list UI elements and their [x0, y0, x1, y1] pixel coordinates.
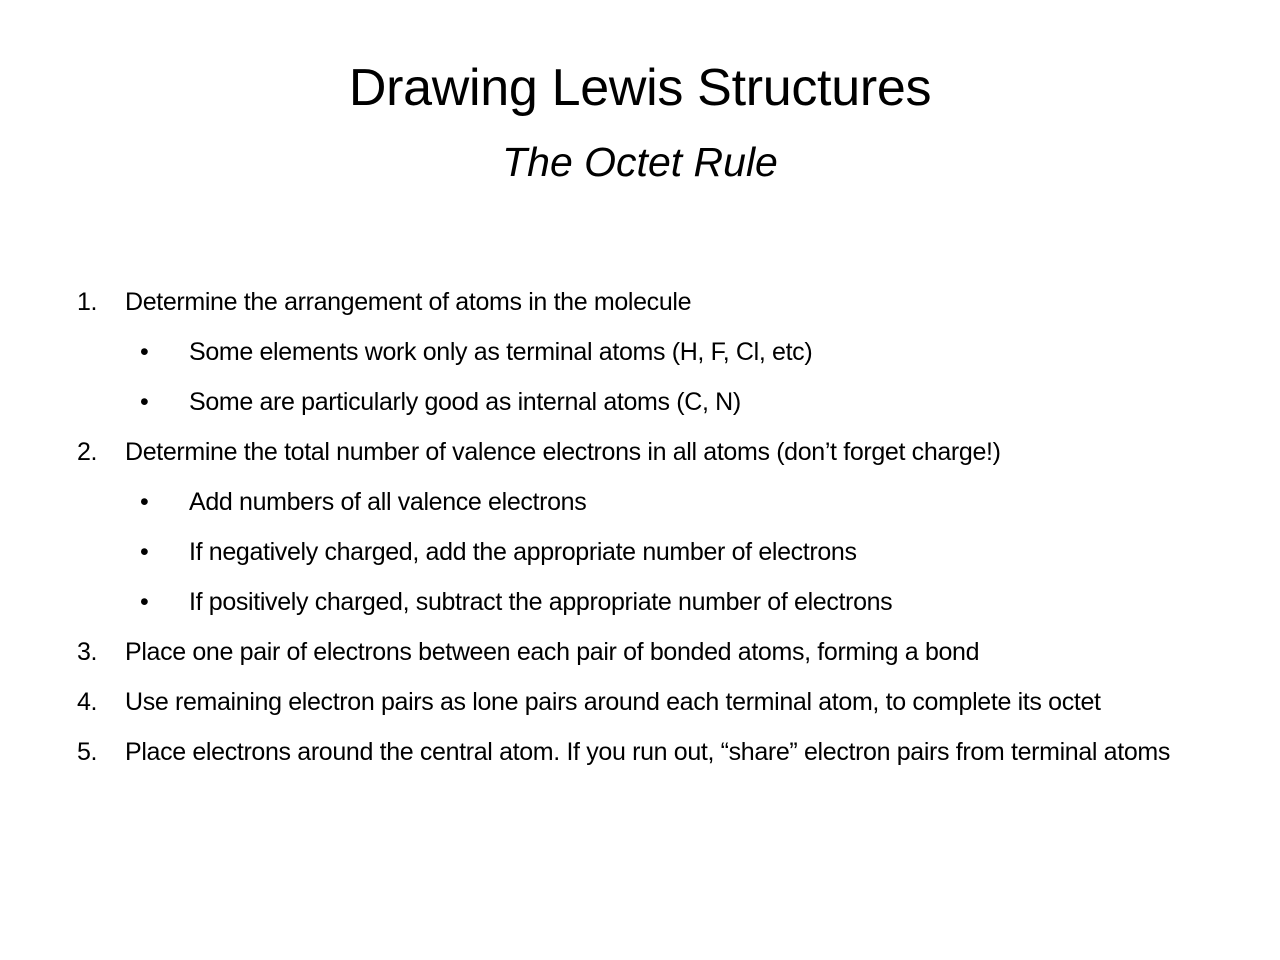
step-item — [0, 283, 1280, 321]
sub-bullet-item — [0, 483, 1280, 521]
step-number: 2. — [77, 438, 98, 466]
sub-bullet-item — [0, 333, 1280, 371]
step-text: Use remaining electron pairs as lone pairs around each terminal atom, to complete its octet — [125, 688, 1101, 716]
step-text: Determine the total number of valence electrons in all atoms (don’t forget charge!) — [125, 438, 1001, 466]
sub-bullet-text: Some are particularly good as internal atoms (C, N) — [189, 388, 741, 416]
step-number: 1. — [77, 288, 98, 316]
sub-bullet-item — [0, 533, 1280, 571]
step-item — [0, 633, 1280, 671]
step-item — [0, 733, 1280, 771]
step-text: Place one pair of electrons between each pair of bonded atoms, forming a bond — [125, 638, 980, 666]
sub-bullet-item — [0, 383, 1280, 421]
bullet-icon: • — [140, 388, 149, 416]
bullet-icon: • — [140, 338, 149, 366]
bullet-icon: • — [140, 488, 149, 516]
steps-list — [0, 283, 1280, 783]
step-text: Place electrons around the central atom. If you run out, “share” electron pairs from terminal atoms — [125, 738, 1171, 766]
sub-bullet-text: If positively charged, subtract the appropriate number of electrons — [189, 588, 893, 616]
bullet-icon: • — [140, 588, 149, 616]
sub-bullet-text: Some elements work only as terminal atoms (H, F, Cl, etc) — [189, 338, 813, 366]
step-number: 3. — [77, 638, 98, 666]
slide-subtitle: The Octet Rule — [502, 139, 778, 185]
step-number: 5. — [77, 738, 98, 766]
step-item — [0, 683, 1280, 721]
step-text: Determine the arrangement of atoms in the molecule — [125, 288, 692, 316]
step-number: 4. — [77, 688, 98, 716]
bullet-icon: • — [140, 538, 149, 566]
step-item — [0, 433, 1280, 471]
sub-bullet-item — [0, 583, 1280, 621]
sub-bullet-text: Add numbers of all valence electrons — [189, 488, 587, 516]
sub-bullet-text: If negatively charged, add the appropriate number of electrons — [189, 538, 857, 566]
slide-title: Drawing Lewis Structures — [348, 59, 932, 117]
